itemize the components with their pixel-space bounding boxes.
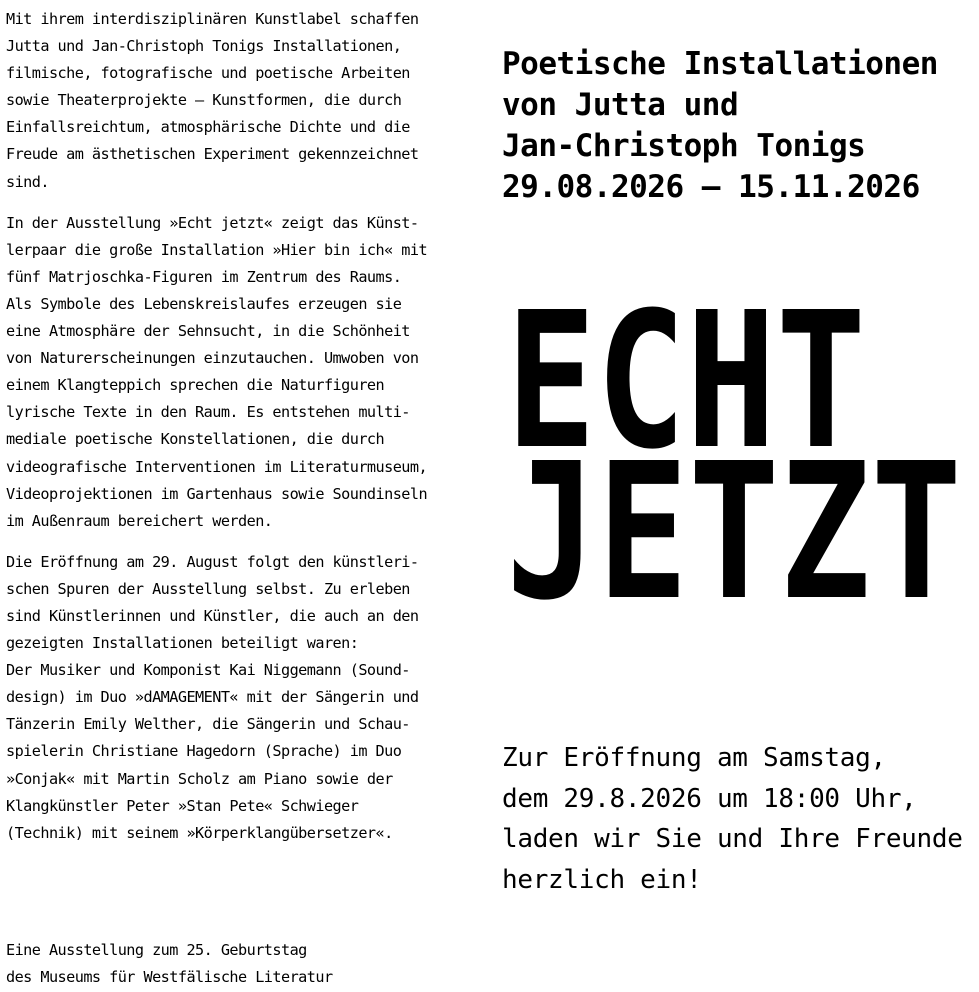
description-column bbox=[6, 6, 468, 861]
opening-invitation: Zur Eröffnung am Samstag, dem 29.8.2026 um 18:00 Uhr, laden wir Sie und Ihre Freunde herzlich ein! bbox=[502, 743, 963, 895]
opening-paragraph: Die Eröffnung am 29. August folgt den künstleri- schen Spuren der Ausstellung selbst. Zu erleben sind Künstlerinnen und Künstler, die auch an den gezeigten Installationen beteiligt waren: Der Musiker und Komponist Kai Niggemann (Sound- design) im Duo »dAMAGEMENT« mit der Sängerin und Tänzerin Emily Welther, die Sängerin und Schau- spielerin Christiane Hagedorn (Sprache) im Duo »Conjak« mit Martin Scholz am Piano sowie der Klangkünstler Peter »Stan Pete« Schwieger (Technik) mit seinem »Körperklangübersetzer«. bbox=[6, 552, 419, 842]
title-line-echt: ECHT bbox=[506, 272, 866, 491]
installation-paragraph: In der Ausstellung »Echt jetzt« zeigt das Künst- lerpaar die große Installation »Hier bin ich« mit fünf Matrjoschka-Figuren im Zentrum des Raums. Als Symbole des Lebenskreislaufes erzeugen sie eine Atmosphäre der Sehnsucht, in die Schönheit von Naturerscheinungen einzutauchen. Umwoben von einem Klangteppich sprechen die Naturfiguren lyrische Texte in den Raum. Es entstehen multi- mediale poetische Konstellationen, die durch videografische Interventionen im Literaturmuseum, Videoprojektionen im Gartenhaus sowie Soundinseln im Außenraum bereichert werden. bbox=[6, 213, 428, 530]
anniversary-note: Eine Ausstellung zum 25. Geburtstag des Museums für Westfälische Literatur bbox=[6, 941, 333, 987]
exhibition-subtitle: Poetische Installationen von Jutta und Jan-Christoph Tonigs 29.08.2026 – 15.11.2026 bbox=[502, 46, 938, 205]
exhibition-title bbox=[502, 272, 972, 642]
intro-paragraph: Mit ihrem interdisziplinären Kunstlabel schaffen Jutta und Jan-Christoph Tonigs Installationen, filmische, fotografische und poetische Arbeiten sowie Theaterprojekte – Kunstformen, die durch Einfallsreichtum, atmosphärische Dichte und die Freude am ästhetischen Experiment gekennzeichnet sind. bbox=[6, 10, 419, 191]
title-line-jetzt: JETZT bbox=[506, 423, 962, 642]
